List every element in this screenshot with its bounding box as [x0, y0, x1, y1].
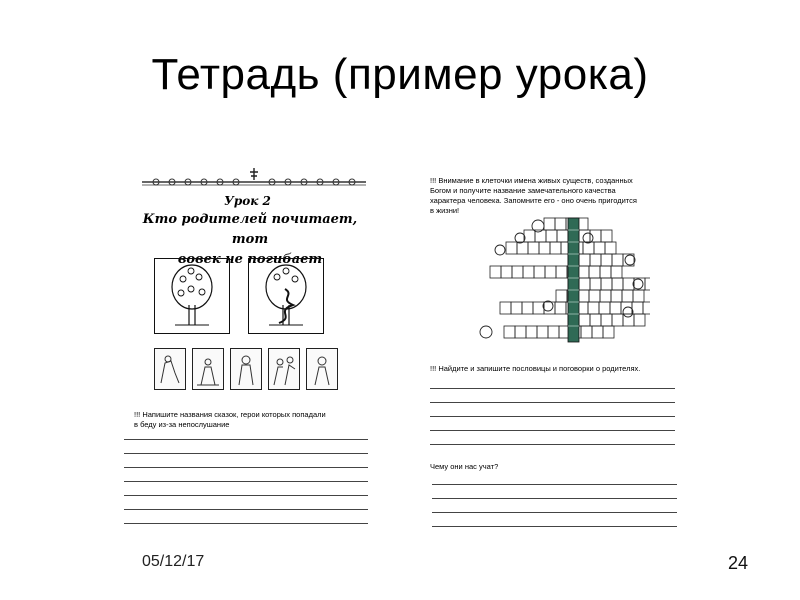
answer-line[interactable] [124, 509, 368, 510]
answer-line[interactable] [430, 388, 675, 389]
workbook-page-right [420, 160, 685, 535]
answer-line[interactable] [432, 526, 677, 527]
illustration-strip [154, 348, 342, 392]
answer-line[interactable] [432, 512, 677, 513]
workbook-page-left [120, 158, 375, 528]
answer-line[interactable] [124, 481, 368, 482]
crossword-instructions: !!! Внимание в клеточки имена живых существ, созданных Богом и получите название замечательного качества характера человека. Запомните его - оно очень пригодится в жизни! [430, 176, 637, 215]
illustration-frame [268, 348, 300, 390]
slide-number: 24 [728, 553, 749, 573]
answer-line[interactable] [430, 430, 675, 431]
answer-line[interactable] [430, 402, 675, 403]
answer-line[interactable] [432, 484, 677, 485]
illustration-frame [154, 348, 186, 390]
serpent-tree-icon [249, 259, 323, 333]
illustration-frame [306, 348, 338, 390]
answer-line[interactable] [430, 416, 675, 417]
question-text: Чему они нас учат? [430, 462, 499, 471]
answer-line[interactable] [430, 444, 675, 445]
answer-line[interactable] [124, 495, 368, 496]
proverbs-task: !!! Найдите и запишите пословицы и поговорки о родителях. [430, 364, 641, 373]
ornament-border-icon [142, 166, 366, 188]
tree-with-serpent-illustration [248, 258, 324, 334]
answer-line[interactable] [124, 523, 368, 524]
illustration-frame [192, 348, 224, 390]
slide-title: Тетрадь (пример урока) [151, 50, 649, 99]
lesson-title: Кто родителей почитает, тот вовек не погибает [142, 212, 358, 267]
apple-tree-illustration [154, 258, 230, 334]
answer-line[interactable] [432, 498, 677, 499]
answer-line[interactable] [124, 439, 368, 440]
answer-line[interactable] [124, 453, 368, 454]
slide-date: 05/12/17 [142, 553, 205, 567]
illustration-frame [230, 348, 262, 390]
tree-icon [155, 259, 229, 333]
crossword-grid[interactable] [460, 216, 650, 346]
lesson-label: Урок 2 [224, 194, 271, 208]
task-fairy-tales: !!! Напишите названия сказок, герои которых попадали в беду из-за непослушание [134, 410, 326, 429]
answer-line[interactable] [124, 467, 368, 468]
